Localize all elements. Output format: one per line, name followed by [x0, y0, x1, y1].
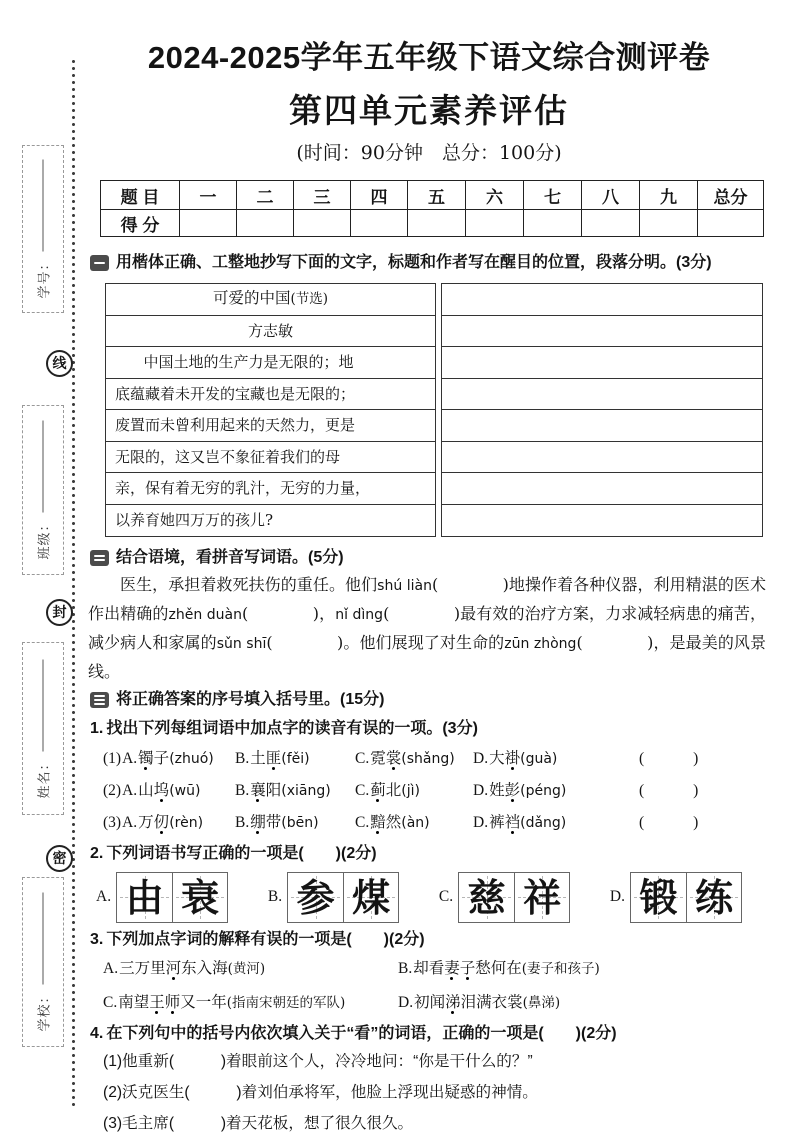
copy-title-line: 可爱的中国(节选)	[106, 284, 435, 316]
class-label: 班级：	[36, 517, 52, 560]
score-col-6: 六	[466, 181, 524, 210]
question-1-number: 1.	[90, 720, 104, 737]
answer-bracket: ( )	[639, 782, 705, 799]
section-3-header	[90, 689, 770, 711]
answer-blank-line	[442, 316, 762, 348]
score-col-1: 一	[180, 181, 237, 210]
character-grid: 锻 练	[630, 872, 742, 923]
page-title: 2024-2025学年五年级下语文综合测评卷	[147, 40, 711, 75]
score-col-4: 四	[351, 181, 408, 210]
time-score-info: (时间：90分钟 总分：100分)	[296, 142, 562, 164]
section-1-header	[90, 252, 770, 274]
score-col-9: 九	[640, 181, 698, 210]
score-cell	[180, 210, 237, 237]
answer-blank-line	[442, 379, 762, 411]
question-4-number: 4.	[90, 1025, 104, 1042]
student-id-blank	[43, 159, 44, 251]
section-one-icon	[90, 255, 109, 271]
score-col-7: 七	[524, 181, 582, 210]
question-1-row-3	[103, 807, 770, 839]
score-col-total: 总分	[698, 181, 764, 210]
score-cell	[237, 210, 294, 237]
question-2-stem: 2. 下列词语书写正确的一项是( )(2分)	[90, 845, 377, 862]
question-3-stem: 3. 下列加点字词的解释有误的一项是( )(2分)	[90, 931, 425, 948]
character-grid: 参 煤	[287, 872, 399, 923]
option-a: A.三万里河东入海(黄河)	[103, 960, 266, 977]
answer-blank-line	[442, 505, 762, 537]
option-a: A. 由 衰	[96, 872, 228, 923]
score-cell	[524, 210, 582, 237]
copy-text-line: 以养育她四万万的孩儿?	[115, 510, 274, 529]
question-3-row-1	[103, 952, 770, 986]
option-d: D.初闻涕泪满衣裳(鼻涕)	[398, 994, 561, 1011]
copy-text-line: 中国土地的生产力是无限的；地	[106, 347, 435, 379]
score-table-score-row	[101, 210, 764, 237]
score-col-5: 五	[408, 181, 466, 210]
section-three-icon	[90, 692, 109, 708]
question-3-row-2	[103, 986, 770, 1020]
score-col-timu: 题 目	[101, 181, 180, 210]
option-b: B.绷带(bēn)	[235, 814, 319, 831]
question-1-row-1	[103, 743, 770, 775]
score-col-2: 二	[237, 181, 294, 210]
option-c: C.霓裳(shǎng)	[355, 750, 455, 767]
score-cell	[408, 210, 466, 237]
name-blank	[43, 659, 44, 751]
score-table-header-row	[101, 181, 764, 210]
option-a: (1)A.镯子(zhuó)	[103, 750, 214, 767]
option-b: B.襄阳(xiāng)	[235, 782, 331, 799]
main-content	[88, 0, 770, 1139]
option-d: D.大褂(guà)	[473, 750, 558, 767]
student-id-label: 学号：	[36, 256, 52, 299]
question-4-item-1: (1)他重新( )着眼前这个人，冷冷地问：“你是干什么的？”	[103, 1053, 533, 1070]
option-c: C.南望王师又一年(指南宋朝廷的军队)	[103, 994, 346, 1011]
name-field	[22, 642, 64, 815]
question-4-item-2: (2)沃克医生( )着刘伯承将军，他脸上浮现出疑惑的神情。	[103, 1084, 538, 1101]
option-d: D. 锻 练	[610, 872, 742, 923]
score-cell	[351, 210, 408, 237]
score-col-8: 八	[582, 181, 640, 210]
section-3-title: 将正确答案的序号填入括号里。(15分)	[116, 691, 385, 708]
answer-blank-line	[442, 442, 762, 474]
question-2-number: 2.	[90, 845, 104, 862]
school-label: 学校：	[36, 989, 52, 1032]
answer-bracket: ( )	[639, 750, 705, 767]
score-cell	[294, 210, 351, 237]
option-d: D.裤裆(dǎng)	[473, 814, 567, 831]
option-c: C.蓟北(jì)	[355, 782, 420, 799]
copy-writing-area	[105, 283, 770, 537]
score-cell	[698, 210, 764, 237]
copy-text-line: 废置而未曾利用起来的天然力，更是	[106, 410, 435, 442]
pinyin-passage: 医生，承担着救死扶伤的重任。他们shú liàn( )地操作着各种仪器，利用精湛的医术作出精确的zhěn duàn( )，nǐ dìng( )最有效的治疗方案，力求减轻病患的痛苦，减少病人和家属的sǔn shī( )。他们展现了对生命的zūn zhòng( )，是最美的风景线。	[88, 575, 766, 681]
section-1-title: 用楷体正确、工整地抄写下面的文字，标题和作者写在醒目的位置，段落分明。(3分)	[116, 254, 712, 271]
question-2-options	[96, 870, 742, 924]
seal-char-mi: 密	[46, 845, 73, 872]
option-c: C.黯然(àn)	[355, 814, 430, 831]
copy-text-line: 底蕴藏着未开发的宝藏也是无限的；	[106, 379, 435, 411]
character-grid: 慈 祥	[458, 872, 570, 923]
question-1-rows	[103, 743, 770, 839]
copy-source-box	[105, 283, 436, 537]
option-b: B. 参 煤	[268, 872, 399, 923]
copy-author-line: 方志敏	[106, 316, 435, 348]
copy-answer-box	[441, 283, 763, 537]
option-a: (2)A.山坞(wū)	[103, 782, 201, 799]
student-id-field	[22, 145, 64, 313]
seal-char-feng: 封	[46, 599, 73, 626]
question-4-item-3: (3)毛主席( )着天花板，想了很久很久。	[103, 1115, 414, 1132]
option-a: (3)A.万仞(rèn)	[103, 814, 204, 831]
score-row-label: 得 分	[101, 210, 180, 237]
seal-dotted-line	[72, 58, 75, 1106]
name-label: 姓名：	[36, 755, 52, 799]
score-cell	[466, 210, 524, 237]
option-b: B.土匪(fěi)	[235, 750, 310, 767]
answer-blank-line	[442, 284, 762, 316]
score-cell	[582, 210, 640, 237]
option-c: C. 慈 祥	[439, 872, 570, 923]
question-1-row-2	[103, 775, 770, 807]
question-4-stem: 4. 在下列句中的括号内依次填入关于“看”的词语，正确的一项是( )(2分)	[90, 1025, 617, 1042]
section-2-title: 结合语境，看拼音写词语。(5分)	[116, 549, 344, 566]
section-two-icon	[90, 550, 109, 566]
copy-text-line: 亲，保有着无穷的乳汁，无穷的力量，	[106, 473, 435, 505]
school-blank	[43, 892, 44, 984]
answer-bracket: ( )	[639, 814, 705, 831]
score-table	[100, 180, 764, 237]
question-3-number: 3.	[90, 931, 104, 948]
question-1-stem: 1. 找出下列每组词语中加点字的读音有误的一项。(3分)	[90, 720, 478, 737]
section-2-header	[90, 547, 770, 569]
class-field	[22, 405, 64, 575]
score-col-3: 三	[294, 181, 351, 210]
score-cell	[640, 210, 698, 237]
school-field	[22, 877, 64, 1047]
question-4-items	[103, 1046, 770, 1139]
question-3-options	[103, 952, 770, 1020]
page-subtitle-unit: 第四单元素养评估	[289, 92, 569, 129]
answer-blank-line	[442, 473, 762, 505]
option-d: D.姓彭(péng)	[473, 782, 567, 799]
copy-text-line: 无限的，这又岂不象征着我们的母	[106, 442, 435, 474]
answer-blank-line	[442, 410, 762, 442]
option-b: B.却看妻子愁何在(妻子和孩子)	[398, 960, 600, 977]
answer-blank-line	[442, 347, 762, 379]
character-grid: 由 衰	[116, 872, 228, 923]
seal-char-line: 线	[46, 350, 73, 377]
class-blank	[43, 420, 44, 512]
